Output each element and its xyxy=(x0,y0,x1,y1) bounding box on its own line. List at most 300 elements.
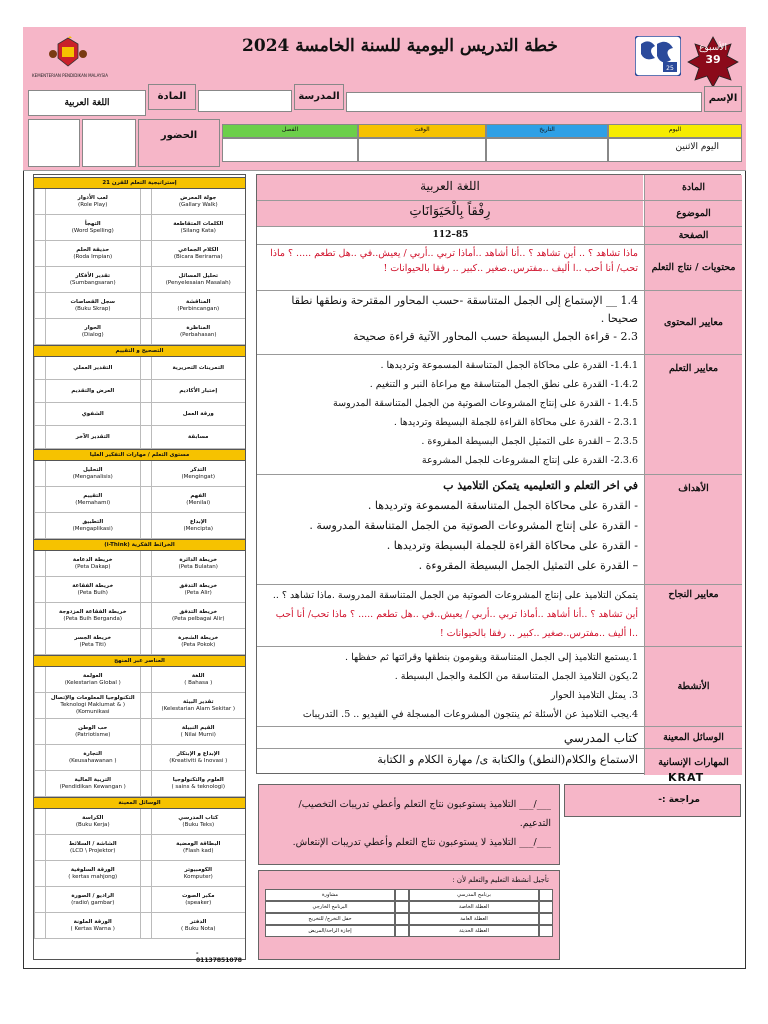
time-header: الوقت xyxy=(358,124,486,138)
checklist-item-sublabel: (Peta Pokok) xyxy=(181,641,216,648)
row-topic xyxy=(257,201,742,227)
checklist-checkbox[interactable] xyxy=(140,745,152,770)
checklist-item-text xyxy=(46,867,140,881)
checklist-item-label: الحوار xyxy=(84,324,101,331)
standard-learning-line: 1.4.1- القدرة على محاكاة الجمل المتناسقة المسموعة وترديدها . xyxy=(380,360,638,371)
checklist-checkbox[interactable] xyxy=(34,551,46,576)
deferral-checkbox[interactable] xyxy=(395,925,409,937)
review-box[interactable] xyxy=(564,784,741,817)
checklist-item-sublabel: ( Pendidikan Kewangan) xyxy=(59,783,126,790)
checklist-checkbox[interactable] xyxy=(34,809,46,834)
checklist-item-sublabel: (Perbahasan) xyxy=(179,331,217,338)
checklist-item xyxy=(140,835,246,861)
name-field[interactable] xyxy=(346,92,702,112)
deferral-checkbox[interactable] xyxy=(395,913,409,925)
checklist-item-sublabel: (Peta Buih Berganda) xyxy=(63,615,123,622)
checklist-item-label: لعب الأدوار xyxy=(77,194,108,201)
checklist-item-label: التحليل xyxy=(82,466,103,473)
day-field[interactable] xyxy=(608,138,742,162)
checklist-checkbox[interactable] xyxy=(34,293,46,318)
deferral-row xyxy=(265,925,553,937)
objectives-line: – القدرة على التمثيل الجمل البسيطة المقروءة . xyxy=(418,559,638,572)
checklist-item-text xyxy=(152,388,246,395)
checklist-item-label: خريطة الفقاعة xyxy=(72,582,114,589)
checklist-item xyxy=(34,380,140,403)
checklist-item-sublabel: (Peta Titi) xyxy=(79,641,106,648)
standard-content-line: 2.3 - قراءة الجمل البسيطة حسب المحاور الآتية قراءة صحيحة xyxy=(353,330,638,343)
checklist-item xyxy=(34,293,140,319)
objectives-line: - القدرة على إنتاج المشروعات الصوتية من الجمل المتناسقة المدروسة . xyxy=(309,519,638,532)
checklist-item xyxy=(34,809,140,835)
standard-learning-line: 1.4.5 - القدرة على إنتاج المشروعات الصوتية من الجمل المتناسقة المدروسة xyxy=(333,398,638,409)
checklist-item-label: مكبر الصوت xyxy=(181,892,215,899)
checklist-item-label: العولمة xyxy=(82,672,103,679)
checklist-item-sublabel: (Peta Buih) xyxy=(77,589,108,596)
checklist-item-label: الورقة السلوفية xyxy=(70,866,115,873)
deferral-row xyxy=(265,889,553,901)
checklist-item-text xyxy=(152,365,246,372)
checklist-item-label: التطبيق xyxy=(82,518,104,525)
checklist-item-sublabel: ( Bahasa ) xyxy=(184,679,213,686)
checklist-section-title: التصحيح و التقييم xyxy=(34,345,245,357)
checklist-item-label: كتاب المدرسي xyxy=(178,814,219,821)
checklist-checkbox[interactable] xyxy=(140,667,152,692)
objectives-line: في اخر التعلم و التعليميه يتمكن التلاميذ ب xyxy=(443,479,638,492)
review-label: مراجعة :- xyxy=(658,795,700,805)
objectives-line: - القدرة على محاكاة الجمل المتناسقة المسموعة وترديدها . xyxy=(367,499,638,512)
checklist-item xyxy=(34,513,140,539)
reflection-line-1: ___/___ التلاميذ يستوعبون نتاج التعلم وأعطي تدريبات التخصيب/ xyxy=(298,799,551,810)
deferral-checkbox[interactable] xyxy=(539,889,553,901)
checklist-checkbox[interactable] xyxy=(34,403,46,425)
subject-field[interactable] xyxy=(28,90,146,116)
checklist-item-sublabel: ( Kelestarian Global) xyxy=(64,679,121,686)
checklist-checkbox[interactable] xyxy=(140,403,152,425)
name-label: الإسم xyxy=(708,93,738,104)
checklist-row xyxy=(34,267,245,293)
checklist-row xyxy=(34,771,245,797)
checklist-row xyxy=(34,426,245,449)
checklist-item-sublabel: ( Kertas Warna ) xyxy=(70,925,115,932)
deferral-cell: العطلة الخاصة xyxy=(409,901,539,913)
checklist-checkbox[interactable] xyxy=(140,189,152,214)
row-standard-learning-text xyxy=(263,356,638,470)
checklist-row xyxy=(34,215,245,241)
coat-of-arms-icon xyxy=(48,36,88,70)
checklist-item xyxy=(140,357,246,380)
checklist-item-label: التقدير العملي xyxy=(73,364,113,371)
checklist-checkbox[interactable] xyxy=(140,629,152,654)
checklist-item xyxy=(34,603,140,629)
deferral-title: تأجيل أنشطة التعليم والتعلم لأن : xyxy=(452,876,549,884)
checklist-item-text xyxy=(46,325,140,339)
date-header: التاريخ xyxy=(486,124,608,138)
reflection-line-2: ___/___ التلاميذ لا يستوعبون نتاج التعلم وأعطي تدريبات الإنتعاش. xyxy=(292,837,551,848)
row-standard-learning xyxy=(257,355,742,475)
checklist-item-label: حب الوطن xyxy=(78,724,108,731)
checklist-checkbox[interactable] xyxy=(34,577,46,602)
checklist-item xyxy=(140,693,246,719)
checklist-item-text xyxy=(152,583,246,597)
checklist-item-text xyxy=(46,365,140,372)
checklist-item-text xyxy=(152,557,246,571)
checklist-checkbox[interactable] xyxy=(140,461,152,486)
checklist-item xyxy=(140,603,246,629)
date-field[interactable] xyxy=(486,138,608,162)
checklist-section-title: الخرائط الفكرية (i-Think) xyxy=(34,539,245,551)
checklist-item-text xyxy=(152,273,246,287)
row-aids xyxy=(257,727,742,749)
deferral-checkbox[interactable] xyxy=(395,889,409,901)
checklist-checkbox[interactable] xyxy=(140,693,152,718)
deferral-checkbox[interactable] xyxy=(395,901,409,913)
checklist-row xyxy=(34,693,245,719)
row-topic-value: رِفْقاً بِالْحَيَوَانَاتِ xyxy=(257,201,643,226)
checklist-row xyxy=(34,603,245,629)
checklist-item-text xyxy=(46,221,140,235)
checklist-item-sublabel: (Mengaplikasi) xyxy=(72,525,113,532)
checklist-item-text xyxy=(46,841,140,855)
checklist-checkbox[interactable] xyxy=(140,241,152,266)
success-line: ..ا أليف ..مفترس..صغير ..كبير .. رفقا بالحيوانات ! xyxy=(439,628,638,639)
checklist-item-text xyxy=(46,467,140,481)
row-standard-content-label: معايير المحتوى xyxy=(644,291,742,354)
checklist-checkbox[interactable] xyxy=(34,319,46,344)
checklist-row xyxy=(34,293,245,319)
checklist-checkbox[interactable] xyxy=(34,745,46,770)
checklist-item-sublabel: (radio\ gambar) xyxy=(71,899,115,906)
school-field[interactable] xyxy=(198,90,292,112)
checklist-item xyxy=(34,771,140,797)
checklist-item-text xyxy=(46,493,140,507)
attendance-box-1[interactable] xyxy=(28,119,80,167)
checklist-item-text xyxy=(46,635,140,649)
checklist-item-label: جولة المعرض xyxy=(180,194,217,201)
checklist-checkbox[interactable] xyxy=(34,513,46,538)
checklist-checkbox[interactable] xyxy=(34,667,46,692)
checklist-row xyxy=(34,487,245,513)
checklist-row xyxy=(34,667,245,693)
checklist-item-label: التذكر xyxy=(190,466,207,473)
reflection-line-1b: التدعيم. xyxy=(519,818,551,829)
checklist-checkbox[interactable] xyxy=(140,487,152,512)
checklist-item-label: الشفوي xyxy=(81,410,104,417)
time-field[interactable] xyxy=(358,138,486,162)
checklist-checkbox[interactable] xyxy=(140,426,152,448)
checklist-checkbox[interactable] xyxy=(140,809,152,834)
anniversary-logo-icon xyxy=(635,36,681,76)
attendance-box-2[interactable] xyxy=(82,119,136,167)
checklist-checkbox[interactable] xyxy=(140,513,152,538)
checklist-item xyxy=(34,267,140,293)
checklist-checkbox[interactable] xyxy=(140,719,152,744)
deferral-checkbox[interactable] xyxy=(539,901,553,913)
row-objectives xyxy=(257,475,742,585)
checklist-item-label: الشاشة / السلائط xyxy=(68,840,117,847)
checklist-checkbox[interactable] xyxy=(140,357,152,379)
checklist-checkbox[interactable] xyxy=(140,267,152,292)
checklist-item-sublabel: ( Keusahawanan) xyxy=(68,757,117,764)
checklist-item xyxy=(34,835,140,861)
checklist-item-label: البطاقة الومضية xyxy=(176,840,221,847)
checklist-checkbox[interactable] xyxy=(34,461,46,486)
checklist-item-label: خريطة الدعامة xyxy=(72,556,113,563)
checklist-item-label: الكلام الجماعي xyxy=(178,246,219,253)
checklist-item xyxy=(34,577,140,603)
checklist-row xyxy=(34,629,245,655)
checklist-item xyxy=(140,403,246,426)
checklist-item xyxy=(34,487,140,513)
checklist-row xyxy=(34,241,245,267)
checklist-item-sublabel: (Mencipta) xyxy=(183,525,213,532)
checklist-item-label: التربية المالية xyxy=(74,776,112,783)
checklist-item-text xyxy=(46,411,140,418)
checklist-item-label: ورقة العمل xyxy=(182,410,214,417)
checklist-checkbox[interactable] xyxy=(34,629,46,654)
checklist-item-sublabel: (Peta Dakap) xyxy=(74,563,111,570)
checklist-row xyxy=(34,551,245,577)
activities-line: 2.يكون التلاميذ الجمل المتناسقة من الكلمة والجمل البسيطة . xyxy=(394,671,638,682)
checklist-item-text xyxy=(152,221,246,235)
checklist-section-title: الوسائل المعينة xyxy=(34,797,245,809)
row-skills-label: المهارات الإنسانية xyxy=(644,749,742,775)
row-success-text xyxy=(263,586,638,643)
checklist-checkbox[interactable] xyxy=(34,380,46,402)
checklist-checkbox[interactable] xyxy=(34,719,46,744)
checklist-item-text xyxy=(46,388,140,395)
checklist-row xyxy=(34,513,245,539)
checklist-checkbox[interactable] xyxy=(34,241,46,266)
checklist-checkbox[interactable] xyxy=(140,551,152,576)
checklist-checkbox[interactable] xyxy=(34,693,46,718)
week-badge xyxy=(687,43,739,65)
row-page-label: الصفحة xyxy=(644,227,742,244)
checklist-item-text xyxy=(46,609,140,623)
checklist-item-sublabel: (Perbincangan) xyxy=(177,305,220,312)
checklist-item xyxy=(140,241,246,267)
checklist-item-label: التقدير الآخر xyxy=(75,433,110,440)
checklist-item-text xyxy=(152,725,246,739)
class-field[interactable] xyxy=(222,138,358,162)
content-line: تحب/ أنا أحب ..ا أليف ..مفترس..صغير ..كبير .. رفقا بالحيوانات ! xyxy=(383,263,638,274)
checklist-section-title: العناصر عبر المنهج xyxy=(34,655,245,667)
checklist-item-text xyxy=(152,609,246,623)
checklist-item xyxy=(140,293,246,319)
attendance-label: الحضور xyxy=(160,130,198,141)
checklist-item-label: التمرينات التحريرية xyxy=(172,364,225,371)
checklist-checkbox[interactable] xyxy=(34,603,46,628)
checklist-item-label: الورقة الملونة xyxy=(73,918,112,925)
checklist-item-label: حديقة الحلم xyxy=(76,246,110,253)
checklist-item-text xyxy=(152,434,246,441)
deferral-cell: حفل التخرج/ للتخريج xyxy=(265,913,395,925)
checklist-item xyxy=(34,745,140,771)
checklist-item-sublabel: (LCD \ Projektor) xyxy=(70,847,116,854)
checklist-item xyxy=(34,426,140,449)
checklist-item-text xyxy=(46,893,140,907)
checklist-item xyxy=(140,487,246,513)
checklist-item xyxy=(34,629,140,655)
checklist-item xyxy=(34,861,140,887)
deferral-cell: برنامج المدرسي xyxy=(409,889,539,901)
ministry-text: KEMENTERIAN PENDIDIKAN MALAYSIA xyxy=(32,73,108,78)
checklist-item xyxy=(34,189,140,215)
deferral-row xyxy=(265,913,553,925)
checklist-item-text xyxy=(152,325,246,339)
deferral-checkbox[interactable] xyxy=(539,913,553,925)
checklist-checkbox[interactable] xyxy=(34,861,46,886)
standard-learning-line: 1.4.2- القدرة على نطق الجمل المتناسقة مع مراعاة النبر و التنغيم . xyxy=(369,379,638,390)
row-subject-label: المادة xyxy=(644,175,742,200)
checklist-item-sublabel: (Buku Kerja) xyxy=(75,821,110,828)
checklist-item xyxy=(140,461,246,487)
row-page xyxy=(257,227,742,245)
checklist-item-label: العرض والتقديم xyxy=(71,387,115,394)
deferral-cell: إجازة الراحة/المريض xyxy=(265,925,395,937)
reflection-text xyxy=(267,795,551,852)
checklist-item-sublabel: (kertas mahjong ) xyxy=(68,873,118,880)
deferral-cell: العطلة العامة xyxy=(409,913,539,925)
checklist-item xyxy=(140,215,246,241)
svg-text:25: 25 xyxy=(666,65,674,72)
row-aids-value: كتاب المدرسي xyxy=(563,731,638,745)
checklist-item-text xyxy=(46,815,140,829)
checklist-checkbox[interactable] xyxy=(140,577,152,602)
checklist-checkbox[interactable] xyxy=(34,913,46,938)
checklist-item-label: خريطة التدفق xyxy=(179,608,218,615)
checklist-item xyxy=(34,461,140,487)
standard-learning-line: 2.3.6- القدرة على إنتاج المشروعات للجمل المشروعة xyxy=(421,455,638,466)
content-line: ماذا تشاهد ؟ .. أين تشاهد ؟ ..أنا أشاهد ..أماذا تربي ..أربي / يعيش..في ..هل تطعم ..... ؟ ماذا xyxy=(270,248,638,259)
checklist-section-title: مستوى التعلم / مهارات التفكير العليا xyxy=(34,449,245,461)
row-success xyxy=(257,585,742,647)
checklist-item-sublabel: (Word Spelling) xyxy=(71,227,114,234)
success-line: يتمكن التلاميذ على إنتاج المشروعات الصوتية من الجمل المتناسقة المدروسة .ماذا تشاهد ؟ .. xyxy=(272,590,638,601)
checklist-row xyxy=(34,913,245,939)
checklist-item-text xyxy=(152,519,246,533)
checklist-checkbox[interactable] xyxy=(34,487,46,512)
checklist-item-text xyxy=(46,519,140,533)
checklist-item-sublabel: (Buku Teks) xyxy=(182,821,215,828)
row-subject-value: اللغة العربية xyxy=(257,175,643,200)
checklist-item-sublabel: (Flash kad) xyxy=(183,847,214,854)
checklist-item-sublabel: (Role Play) xyxy=(78,201,108,208)
checklist-item xyxy=(140,667,246,693)
checklist-item-sublabel: ( Kreativiti & Inovasi) xyxy=(169,757,228,764)
checklist-item xyxy=(140,719,246,745)
checklist-item-text xyxy=(46,299,140,313)
row-standard-content-text xyxy=(263,292,638,346)
checklist-checkbox[interactable] xyxy=(140,861,152,886)
checklist-checkbox[interactable] xyxy=(140,835,152,860)
lesson-table xyxy=(256,174,741,774)
checklist-item-text xyxy=(46,725,140,739)
checklist-item-sublabel: (Sumbangsaran) xyxy=(69,279,116,286)
checklist-row xyxy=(34,719,245,745)
checklist-checkbox[interactable] xyxy=(34,887,46,912)
reflection-box xyxy=(258,784,560,865)
checklist-checkbox[interactable] xyxy=(34,426,46,448)
checklist-item xyxy=(34,719,140,745)
checklist-checkbox[interactable] xyxy=(140,215,152,240)
school-label: المدرسة xyxy=(298,91,340,102)
deferral-row xyxy=(265,901,553,913)
activities-line: 1.يستمع التلاميذ إلى الجمل المتناسقة ويقومون بنطقها وقرائتها ثم حفظها . xyxy=(345,652,638,663)
checklist-item xyxy=(140,426,246,449)
checklist-item-sublabel: (Silang Kata) xyxy=(180,227,216,234)
checklist-item-text xyxy=(46,247,140,261)
checklist-item-label: تقدير البيئة xyxy=(182,698,214,705)
row-activities xyxy=(257,647,742,727)
checklist-item-text xyxy=(152,635,246,649)
checklist-checkbox[interactable] xyxy=(34,189,46,214)
checklist-item xyxy=(140,913,246,939)
checklist-item-label: التهجأ xyxy=(84,220,101,227)
checklist-item-label: خريطة الجسر xyxy=(74,634,112,641)
checklist-checkbox[interactable] xyxy=(34,267,46,292)
strategy-checklist-panel xyxy=(33,174,246,960)
row-subject xyxy=(257,175,742,201)
checklist-item-sublabel: (Mengingat) xyxy=(181,473,215,480)
checklist-item-text xyxy=(46,919,140,933)
checklist-checkbox[interactable] xyxy=(34,835,46,860)
checklist-checkbox[interactable] xyxy=(140,887,152,912)
checklist-item xyxy=(140,629,246,655)
checklist-item xyxy=(34,319,140,345)
checklist-item-label: التجارة xyxy=(83,750,103,757)
checklist-checkbox[interactable] xyxy=(140,771,152,796)
success-line: أين تشاهد ؟ ..أنا أشاهد ..أماذا تربي ..أربي / يعيش..في ..هل تطعم ..... ؟ ماذا تحب/ أنا أحب xyxy=(275,609,638,620)
checklist-checkbox[interactable] xyxy=(34,771,46,796)
checklist-item-label: إختبار الأكاديم xyxy=(179,387,218,394)
checklist-row xyxy=(34,380,245,403)
objectives-line: - القدرة على محاكاة القراءة للجملة البسيطة وترديدها . xyxy=(386,539,638,552)
row-objectives-text xyxy=(263,476,638,576)
checklist-checkbox[interactable] xyxy=(140,380,152,402)
name-label-box xyxy=(704,86,742,112)
checklist-item xyxy=(140,771,246,797)
checklist-item-sublabel: (sains & teknologi ) xyxy=(171,783,225,790)
row-skills-value: الاستماع والكلام(النطق) والكتابة ى/ مهارة الكلام و الكتابة xyxy=(377,753,638,766)
checklist-item-label: خريطة الشجرة xyxy=(178,634,219,641)
checklist-checkbox[interactable] xyxy=(140,319,152,344)
checklist-item-text xyxy=(46,777,140,791)
checklist-item-text xyxy=(46,195,140,209)
checklist-item xyxy=(34,667,140,693)
checklist-checkbox[interactable] xyxy=(34,215,46,240)
checklist-row xyxy=(34,357,245,380)
activities-line: 4.يجب التلاميذ عن الأسئلة ثم ينتجون المشروعات المسجلة في الفيديو .. 5. التدريبات xyxy=(302,709,638,720)
checklist-checkbox[interactable] xyxy=(34,357,46,379)
checklist-row xyxy=(34,577,245,603)
row-activities-text xyxy=(263,648,638,724)
standard-content-line: صحيحا . xyxy=(600,312,638,325)
checklist-section-title: إستراتيجية التعلم للقرن 21 xyxy=(34,177,245,189)
checklist-checkbox[interactable] xyxy=(140,913,152,938)
checklist-row xyxy=(34,809,245,835)
row-success-label: معايير النجاح xyxy=(644,585,742,646)
checklist-checkbox[interactable] xyxy=(140,603,152,628)
row-standard-content xyxy=(257,291,742,355)
checklist-item-label: الفهم xyxy=(190,492,207,499)
checklist-item-sublabel: (Peta Alir) xyxy=(184,589,212,596)
checklist-item-text xyxy=(152,411,246,418)
deferral-checkbox[interactable] xyxy=(539,925,553,937)
checklist-item-text xyxy=(152,299,246,313)
standard-learning-line: 2.3.5 – القدرة على التمثيل الجمل البسيطة المقروءة . xyxy=(421,436,638,447)
checklist-checkbox[interactable] xyxy=(140,293,152,318)
checklist-item-text xyxy=(46,557,140,571)
